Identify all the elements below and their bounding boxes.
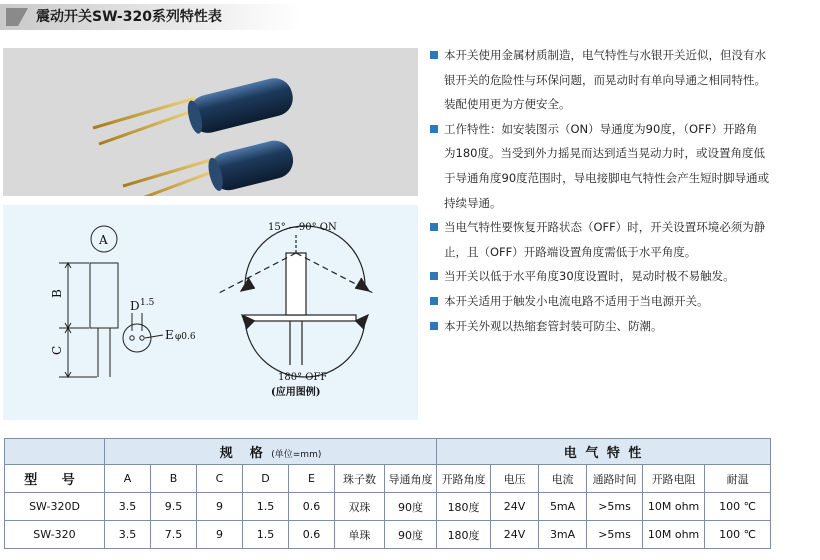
table-cell: 1.5: [243, 521, 289, 549]
dim-d-label: D: [130, 299, 140, 313]
column-header: C: [197, 465, 243, 493]
column-header: D: [243, 465, 289, 493]
switch-2-photo: [123, 137, 297, 196]
description-list: [428, 43, 816, 338]
switch-1-photo: [93, 74, 297, 144]
dim-b-label: B: [50, 289, 64, 298]
column-header: 导通角度: [385, 465, 437, 493]
title-marker: [6, 8, 28, 26]
table-cell: 7.5: [151, 521, 197, 549]
dim-e-label: E: [165, 328, 174, 342]
description-line: 当开关以低于水平角度30度设置时，晃动时极不易触发。: [444, 269, 735, 284]
table-cell: 100 ℃: [705, 521, 771, 549]
table-cell: SW-320: [5, 521, 105, 549]
table-row: [5, 493, 771, 521]
description-line: 本开关使用金属材质制造，电气特性与水银开关近似，但没有水: [444, 48, 766, 62]
description-line: 为180度。当受到外力摇晃而达到适当晃动力时，或设置角度低: [444, 146, 765, 161]
spec-unit: (单位=mm): [271, 450, 322, 460]
description-item: [428, 264, 816, 289]
table-cell: 180度: [437, 493, 491, 521]
table-cell: 3.5: [105, 493, 151, 521]
model-column-header: 型 号: [5, 465, 105, 493]
page-title: 震动开关SW-320系列特性表: [36, 9, 222, 25]
description-line: 止，且（OFF）开路端设置角度需低于水平角度。: [444, 244, 697, 259]
on-angle-label: 15° —90° ON: [268, 222, 337, 233]
product-photo-svg: [3, 48, 418, 196]
table-cell: 0.6: [289, 493, 335, 521]
bullet-square-icon: [430, 272, 438, 280]
diagram-caption: (应用图例): [271, 387, 321, 398]
column-header: 电压: [491, 465, 539, 493]
description-item: [428, 289, 816, 314]
description-line: 持续导通。: [444, 195, 502, 210]
description-line: 工作特性：如安装图示（ON）导通度为90度，（OFF）开路角: [444, 121, 758, 136]
table-cell: >5ms: [587, 493, 643, 521]
table-cell: 10M ohm: [643, 493, 705, 521]
bullet-square-icon: [430, 297, 438, 305]
table-cell: SW-320D: [5, 493, 105, 521]
table-cell: 90度: [385, 521, 437, 549]
electrical-group-header: 电 气 特 性: [437, 439, 771, 465]
spec-table: [4, 438, 771, 549]
table-cell: 24V: [491, 493, 539, 521]
bullet-square-icon: [430, 51, 438, 59]
bullet-square-icon: [430, 322, 438, 330]
table-cell: 180度: [437, 521, 491, 549]
column-header: A: [105, 465, 151, 493]
description-item: [428, 117, 816, 215]
description-item: [428, 43, 816, 117]
table-cell: 9.5: [151, 493, 197, 521]
table-cell: 1.5: [243, 493, 289, 521]
column-header: 通路时间: [587, 465, 643, 493]
table-cell: 3mA: [539, 521, 587, 549]
dim-c-label: C: [50, 345, 64, 355]
table-cell: 90度: [385, 493, 437, 521]
bullet-square-icon: [430, 223, 438, 231]
off-angle-label: 180° OFF: [278, 372, 328, 383]
table-cell: 24V: [491, 521, 539, 549]
table-cell: 单珠: [335, 521, 385, 549]
column-header: B: [151, 465, 197, 493]
title-bar: [0, 4, 300, 30]
description-line: 于导通角度90度范围时，导电接脚电气特性会产生短时脚导通或: [444, 170, 770, 185]
diagram-svg: [3, 205, 418, 420]
table-cell: 10M ohm: [643, 521, 705, 549]
description-line: 当电气特性要恢复开路状态（OFF）时，开关设置环境必须为静: [444, 220, 766, 235]
description-line: 本开关适用于触发小电流电路不适用于当电源开关。: [444, 293, 709, 308]
dim-a-label: A: [99, 233, 108, 247]
column-header: 珠子数: [335, 465, 385, 493]
product-photo: [3, 48, 418, 196]
table-cell: 100 ℃: [705, 493, 771, 521]
table-cell: 双珠: [335, 493, 385, 521]
column-header: E: [289, 465, 335, 493]
table-column-header-row: [5, 465, 771, 493]
column-header: 电流: [539, 465, 587, 493]
description-item: [428, 314, 816, 339]
description-item: [428, 215, 816, 264]
description-line: 装配使用更为方便安全。: [444, 97, 571, 112]
column-header: 开路电阻: [643, 465, 705, 493]
spec-group-header: 规 格 (单位=mm): [105, 439, 437, 465]
table-cell: 3.5: [105, 521, 151, 549]
dim-d-value: 1.5: [140, 298, 155, 308]
table-corner-cell: [5, 439, 105, 465]
column-header: 开路角度: [437, 465, 491, 493]
dim-e-value: φ0.6: [175, 332, 196, 342]
description-line: 银开关的危险性与环保问题，而晃动时有单向导通之相同特性。: [444, 72, 766, 87]
table-cell: 5mA: [539, 493, 587, 521]
angle-diagram: [219, 226, 373, 377]
table-cell: 9: [197, 493, 243, 521]
bullet-square-icon: [430, 125, 438, 133]
column-header: 耐温: [705, 465, 771, 493]
table-group-header-row: [5, 439, 771, 465]
table-row: [5, 521, 771, 549]
application-diagram: [3, 205, 418, 420]
table-cell: 9: [197, 521, 243, 549]
description-line: 本开关外观以热缩套管封装可防尘、防潮。: [444, 318, 663, 333]
table-cell: >5ms: [587, 521, 643, 549]
table-cell: 0.6: [289, 521, 335, 549]
